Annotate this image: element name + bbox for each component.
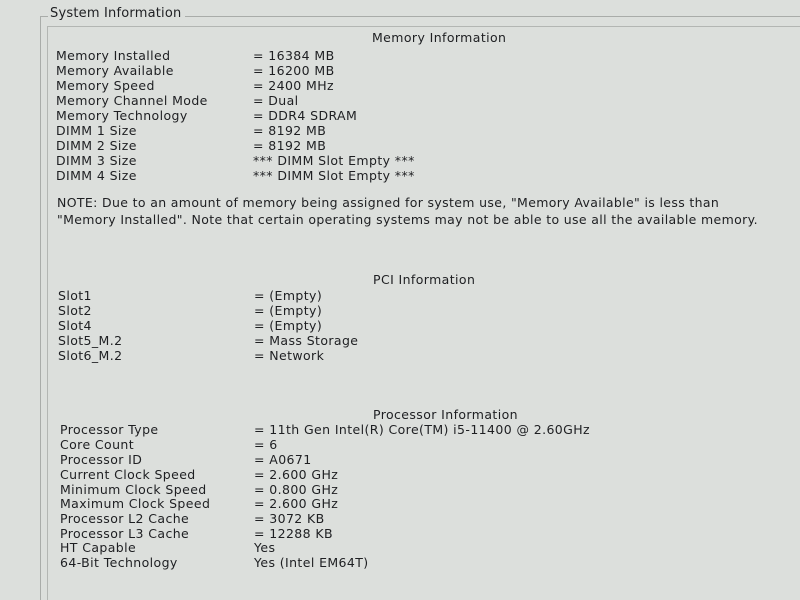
row-label: Maximum Clock Speed: [60, 496, 211, 511]
memory-note: NOTE: Due to an amount of memory being assigned for system use, "Memory Available" is less than "Memory Installed". Note that certain operating systems may not be able to use all the available memory.: [57, 195, 758, 227]
row-label: Core Count: [60, 437, 135, 452]
row-label: Memory Speed: [56, 78, 155, 93]
row-label: Processor L2 Cache: [60, 511, 190, 526]
row-label: Memory Available: [56, 63, 174, 78]
row-label: Slot2: [58, 303, 92, 318]
row-value: Yes (Intel EM64T): [254, 555, 369, 570]
row-label: Slot1: [58, 288, 92, 303]
row-value: = 3072 KB: [254, 511, 325, 526]
processor-section-heading: Processor Information: [373, 407, 518, 422]
row-label: Memory Technology: [56, 108, 188, 123]
row-label: Memory Installed: [56, 48, 171, 63]
row-value: = A0671: [254, 452, 312, 467]
row-value: = 16200 MB: [253, 63, 335, 78]
row-label: Slot6_M.2: [58, 348, 123, 363]
row-label: DIMM 3 Size: [56, 153, 137, 168]
row-label: Processor ID: [60, 452, 143, 467]
row-value: = 8192 MB: [253, 123, 327, 138]
row-label: DIMM 1 Size: [56, 123, 137, 138]
row-value: = 11th Gen Intel(R) Core(TM) i5-11400 @ 2.60GHz: [254, 422, 591, 437]
row-label: Minimum Clock Speed: [60, 482, 207, 497]
row-label: DIMM 2 Size: [56, 138, 137, 153]
groupbox-title: System Information: [48, 6, 185, 21]
memory-section-heading: Memory Information: [372, 30, 507, 45]
row-value: = 16384 MB: [253, 48, 335, 63]
pci-section-heading: PCI Information: [373, 272, 476, 287]
row-value: Yes: [254, 540, 276, 555]
row-value: = 0.800 GHz: [254, 482, 339, 497]
row-value: = (Empty): [254, 288, 323, 303]
row-value: *** DIMM Slot Empty ***: [253, 168, 415, 183]
row-value: = 2400 MHz: [253, 78, 334, 93]
row-value: *** DIMM Slot Empty ***: [253, 153, 415, 168]
row-value: = DDR4 SDRAM: [253, 108, 358, 123]
row-label: HT Capable: [60, 540, 137, 555]
row-label: Current Clock Speed: [60, 467, 196, 482]
row-label: Slot5_M.2: [58, 333, 123, 348]
row-value: = 6: [254, 437, 278, 452]
row-value: = Mass Storage: [254, 333, 359, 348]
row-label: DIMM 4 Size: [56, 168, 137, 183]
row-value: = Dual: [253, 93, 299, 108]
row-value: = Network: [254, 348, 325, 363]
row-label: Slot4: [58, 318, 92, 333]
row-value: = 2.600 GHz: [254, 496, 339, 511]
row-value: = (Empty): [254, 318, 323, 333]
row-value: = 2.600 GHz: [254, 467, 339, 482]
row-label: Processor Type: [60, 422, 159, 437]
row-value: = 8192 MB: [253, 138, 327, 153]
row-label: Memory Channel Mode: [56, 93, 208, 108]
row-value: = (Empty): [254, 303, 323, 318]
row-label: Processor L3 Cache: [60, 526, 190, 541]
row-label: 64-Bit Technology: [60, 555, 178, 570]
row-value: = 12288 KB: [254, 526, 333, 541]
